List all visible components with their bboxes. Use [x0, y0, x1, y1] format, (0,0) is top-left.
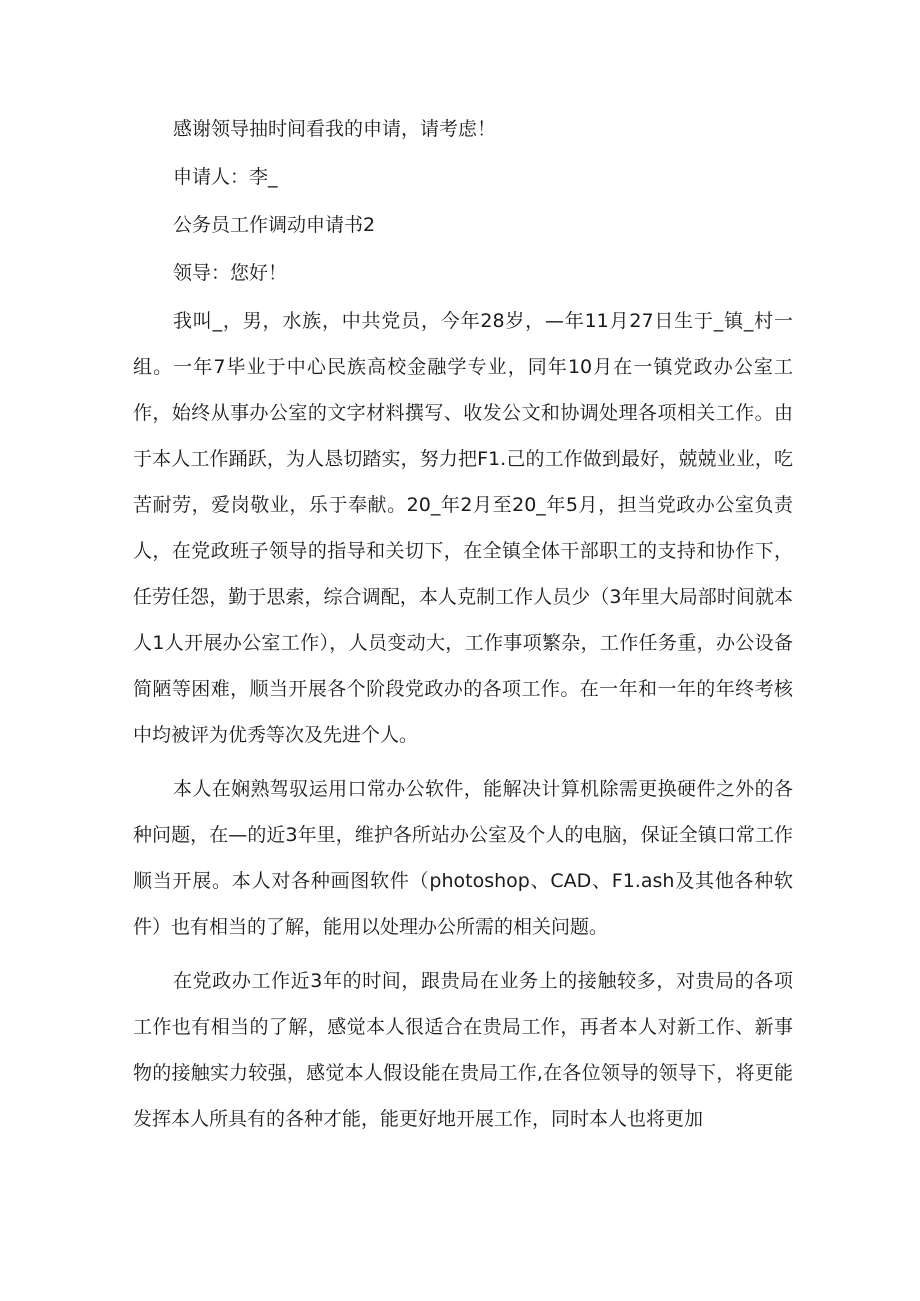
applicant-line: 申请人：李_	[173, 166, 278, 188]
document-body	[133, 106, 793, 1142]
salutation: 领导：您好！	[173, 262, 288, 284]
paragraph-self-introduction: 我叫_，男，水族，中共党员，今年28岁，—年11月27日生于_镇_村一组。一年7毕业于中心民族高校金融学专业，同年10月在一镇党政办公室工作，始终从事办公室的文字材料撰写、收发公文和协调处理各项相关工作。由于本人工作踊跃，为人恳切踏实，努力把F1.己的工作做到最好，兢兢业业，吃苦耐劳，爱岗敬业，乐于奉献。20_年2月至20_年5月，担当党政办公室负责人，在党政班子领导的指导和关切下，在全镇全体干部职工的支持和协作下，任劳任怨，勤于思索，综合调配，本人克制工作人员少（3年里大局部时间就本人1人开展办公室工作），人员变动大，工作事项繁杂，工作任务重，办公设备简陋等困难，顺当开展各个阶段党政办的各项工作。在一年和一年的年终考核中均被评为优秀等次及先进个人。	[133, 310, 793, 746]
paragraph-computer-skills: 本人在娴熟驾驭运用口常办公软件，能解决计算机除需更换硬件之外的各种问题，在—的近3年里，维护各所站办公室及个人的电脑，保证全镇口常工作顺当开展。本人对各种画图软件（photoshop、CAD、F1.ash及其他各种软件）也有相当的了解，能用以处理办公所需的相关问题。	[133, 778, 793, 938]
section-title: 公务员工作调动申请书2	[173, 214, 376, 236]
paragraph-transfer-reason: 在党政办工作近3年的时间，跟贵局在业务上的接触较多，对贵局的各项工作也有相当的了解，感觉本人很适合在贵局工作，再者本人对新工作、新事物的接触实力较强，感觉本人假设能在贵局工作,在各位领导的领导下，将更能发挥本人所具有的各种才能，能更好地开展工作，同时本人也将更加	[133, 970, 793, 1130]
closing-thanks: 感谢领导抽时间看我的申请，请考虑！	[173, 118, 497, 140]
